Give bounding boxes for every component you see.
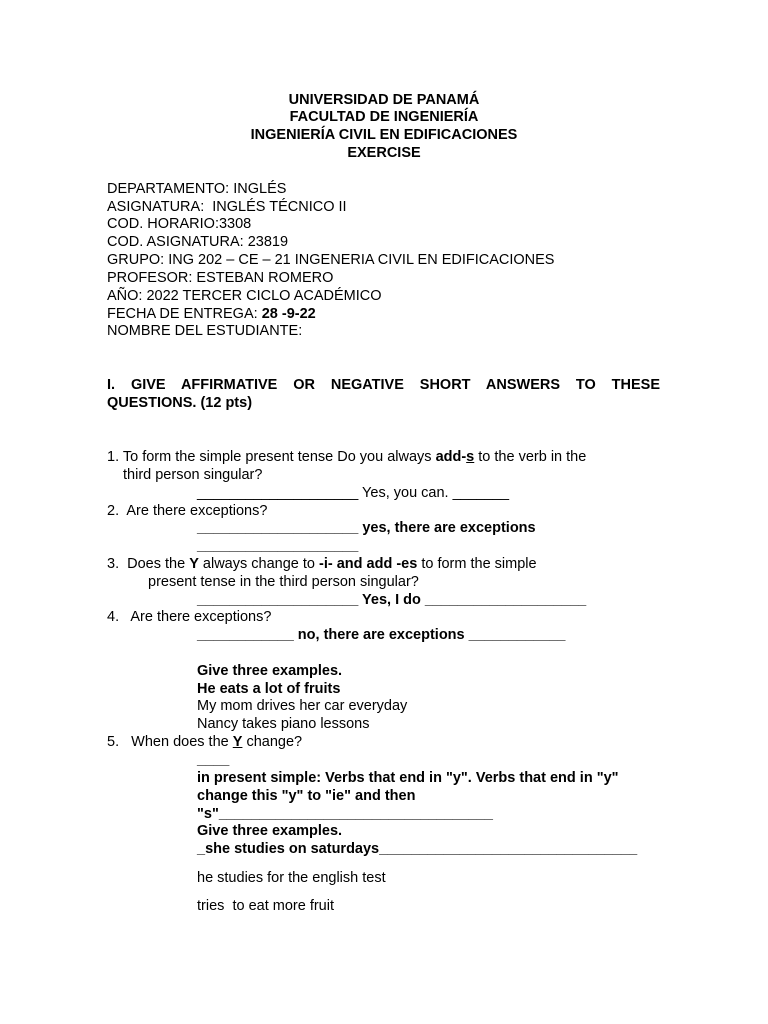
program-name: INGENIERÍA CIVIL EN EDIFICACIONES: [250, 127, 518, 143]
q5-question: [107, 734, 302, 751]
q4-examples-label: Give three examples.: [197, 663, 343, 679]
q3-answer: ____________________ Yes, I do ____________________: [197, 592, 587, 608]
q1-text-bold-underline: s: [466, 449, 475, 465]
q3-text-post: to form the simple: [417, 556, 537, 572]
document-title: EXERCISE: [347, 145, 421, 161]
info-cod-horario: COD. HORARIO:3308: [107, 216, 252, 232]
q5-example-2: he studies for the english test: [197, 870, 386, 886]
q2-question: 2. Are there exceptions?: [107, 503, 268, 519]
q5-example-3: tries to eat more fruit: [197, 898, 334, 914]
q4-answer: ____________ no, there are exceptions ____________: [197, 627, 566, 643]
q1-answer: ____________________ Yes, you can. _______: [197, 485, 510, 501]
fecha-label: FECHA DE ENTREGA:: [107, 306, 262, 322]
q2-answer-line1: ____________________ yes, there are exceptions: [197, 520, 536, 536]
q4-question: 4. Are there exceptions?: [107, 609, 272, 625]
info-cod-asignatura: COD. ASIGNATURA: 23819: [107, 234, 289, 250]
section-heading-line1: I. GIVE AFFIRMATIVE OR NEGATIVE SHORT ANSWERS TO THESE: [107, 377, 660, 393]
q5-text-post: change?: [242, 734, 303, 750]
q3-question: [107, 556, 537, 573]
q1-question-line2: third person singular?: [123, 467, 263, 483]
info-profesor: PROFESOR: ESTEBAN ROMERO: [107, 270, 334, 286]
q5-example-1: _she studies on saturdays________________________________: [197, 841, 638, 857]
q5-answer-line1: in present simple: Verbs that end in "y". Verbs that end in "y": [197, 770, 619, 786]
q3-text-mid: always change to: [198, 556, 319, 572]
q5-answer-line2: change this "y" to "ie" and then: [197, 788, 416, 804]
fecha-value: 28 -9-22: [261, 306, 316, 322]
q3-text-pre: 3. Does the: [107, 556, 190, 572]
q3-question-line2: present tense in the third person singular?: [148, 574, 419, 590]
q4-example-2: My mom drives her car everyday: [197, 698, 408, 714]
q1-text-pre: 1. To form the simple present tense Do you always: [107, 449, 436, 465]
info-nombre: NOMBRE DEL ESTUDIANTE:: [107, 323, 303, 339]
faculty-name: FACULTAD DE INGENIERÍA: [289, 109, 479, 125]
q5-answer-blank: ____: [197, 752, 230, 768]
q5-text-pre: 5. When does the: [107, 734, 233, 750]
q5-answer-line3: "s"__________________________________: [197, 806, 493, 822]
q5-examples-label: Give three examples.: [197, 823, 343, 839]
q1-text-post: to the verb in the: [474, 449, 587, 465]
q3-text-y: Y: [189, 556, 199, 572]
university-name: UNIVERSIDAD DE PANAMÁ: [288, 92, 480, 108]
q5-text-y: Y: [232, 734, 243, 750]
q2-answer-line2: ____________________: [197, 538, 359, 554]
q1-question: [107, 449, 586, 466]
q4-example-3: Nancy takes piano lessons: [197, 716, 370, 732]
info-asignatura: ASIGNATURA: INGLÉS TÉCNICO II: [107, 199, 347, 215]
section-heading-line2: QUESTIONS. (12 pts): [107, 395, 253, 411]
q4-example-1: He eats a lot of fruits: [197, 681, 341, 697]
q1-text-bold: add-: [435, 449, 467, 465]
q3-text-bold: -i- and add -es: [319, 556, 418, 572]
info-fecha: [107, 306, 316, 323]
info-grupo: GRUPO: ING 202 – CE – 21 INGENERIA CIVIL EN EDIFICACIONES: [107, 252, 555, 268]
info-anio: AÑO: 2022 TERCER CICLO ACADÉMICO: [107, 288, 382, 304]
info-departamento: DEPARTAMENTO: INGLÉS: [107, 181, 287, 197]
